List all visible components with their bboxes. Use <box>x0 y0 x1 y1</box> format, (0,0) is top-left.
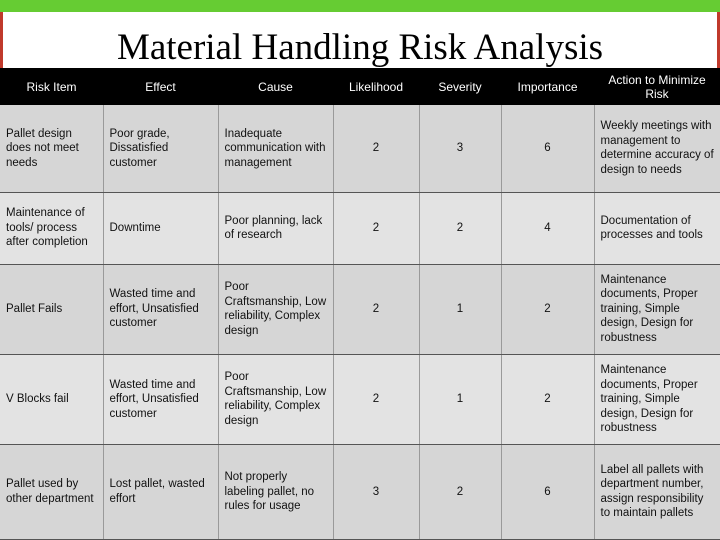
slide-title: Material Handling Risk Analysis <box>116 27 604 68</box>
cell-action: Maintenance documents, Proper training, Simple design, Design for robustness <box>594 264 720 354</box>
risk-analysis-table <box>0 68 720 540</box>
cell-cause: Poor Craftsmanship, Low reliability, Complex design <box>218 264 333 354</box>
cell-severity: 1 <box>419 264 501 354</box>
cell-effect: Poor grade, Dissatisfied customer <box>103 105 218 192</box>
cell-importance: 2 <box>501 264 594 354</box>
cell-risk-item: Pallet used by other department <box>0 444 103 539</box>
cell-effect: Wasted time and effort, Unsatisfied customer <box>103 264 218 354</box>
cell-likelihood: 2 <box>333 264 419 354</box>
cell-severity: 2 <box>419 192 501 264</box>
cell-severity: 1 <box>419 354 501 444</box>
cell-cause: Poor planning, lack of research <box>218 192 333 264</box>
cell-likelihood: 3 <box>333 444 419 539</box>
cell-severity: 3 <box>419 105 501 192</box>
cell-effect: Lost pallet, wasted effort <box>103 444 218 539</box>
cell-cause: Inadequate communication with management <box>218 105 333 192</box>
header-likelihood: Likelihood <box>333 68 419 105</box>
cell-likelihood: 2 <box>333 192 419 264</box>
cell-likelihood: 2 <box>333 105 419 192</box>
header-effect: Effect <box>103 68 218 105</box>
cell-effect: Downtime <box>103 192 218 264</box>
cell-effect: Wasted time and effort, Unsatisfied customer <box>103 354 218 444</box>
cell-action: Weekly meetings with management to determine accuracy of design to needs <box>594 105 720 192</box>
cell-importance: 2 <box>501 354 594 444</box>
cell-cause: Not properly labeling pallet, no rules for usage <box>218 444 333 539</box>
top-accent-bar <box>0 0 720 12</box>
cell-cause: Poor Craftsmanship, Low reliability, Complex design <box>218 354 333 444</box>
table-header-row <box>0 68 720 105</box>
table-row <box>0 444 720 539</box>
cell-risk-item: Maintenance of tools/ process after completion <box>0 192 103 264</box>
cell-importance: 6 <box>501 105 594 192</box>
cell-risk-item: Pallet Fails <box>0 264 103 354</box>
cell-action: Label all pallets with department number, assign responsibility to maintain pallets <box>594 444 720 539</box>
cell-likelihood: 2 <box>333 354 419 444</box>
cell-action: Maintenance documents, Proper training, Simple design, Design for robustness <box>594 354 720 444</box>
header-cause: Cause <box>218 68 333 105</box>
table-row <box>0 354 720 444</box>
cell-risk-item: Pallet design does not meet needs <box>0 105 103 192</box>
header-risk-item: Risk Item <box>0 68 103 105</box>
header-action: Action to Minimize Risk <box>594 68 720 105</box>
table-row <box>0 105 720 192</box>
header-importance: Importance <box>501 68 594 105</box>
header-severity: Severity <box>419 68 501 105</box>
cell-importance: 6 <box>501 444 594 539</box>
table-row <box>0 264 720 354</box>
table-row <box>0 192 720 264</box>
cell-importance: 4 <box>501 192 594 264</box>
cell-severity: 2 <box>419 444 501 539</box>
cell-risk-item: V Blocks fail <box>0 354 103 444</box>
cell-action: Documentation of processes and tools <box>594 192 720 264</box>
